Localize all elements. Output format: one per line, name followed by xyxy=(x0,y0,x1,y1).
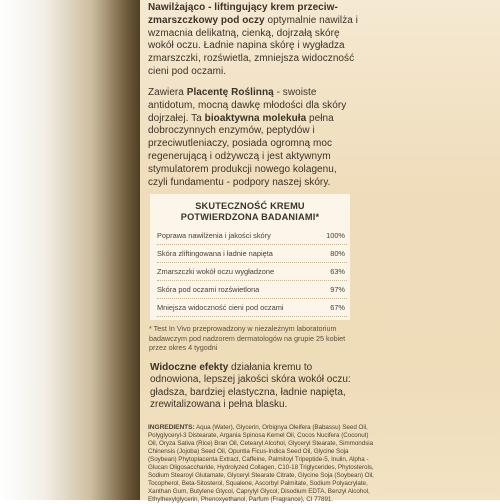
product-description xyxy=(148,2,363,79)
efficacy-title-line-1: SKUTECZNOŚĆ KREMU xyxy=(195,201,305,211)
placenta-highlight: Placentę Roślinną xyxy=(186,87,274,98)
product-carton-panel xyxy=(140,0,500,504)
efficacy-row-value: 67% xyxy=(330,303,345,312)
efficacy-row xyxy=(157,230,347,245)
ingredients-label: INGREDIENTS: xyxy=(148,424,195,431)
molecule-highlight: bioaktywna molekuła xyxy=(204,112,307,124)
efficacy-row xyxy=(157,248,347,263)
placenta-text-2: - swoiste antidotum, mocną dawkę młodości dla skóry dojrzałej. Ta xyxy=(148,87,347,124)
efficacy-row-label: Skóra zliftingowana i ładnie napięta xyxy=(157,249,273,258)
efficacy-row xyxy=(157,284,347,299)
product-headline: Nawilżająco - liftingujący krem przeciw-zmarszczkowy pod oczy xyxy=(148,2,338,26)
efficacy-box xyxy=(150,194,350,320)
effects-highlight: Widoczne efekty xyxy=(150,362,229,373)
efficacy-row-label: Poprawa nawilżenia i jakości skóry xyxy=(157,231,271,240)
ingredients-text: Aqua (Water), Glycerin, Orbignya Oleifera (Babassu) Seed Oil, Polyglyceryl-3 Distearate, Argania Spinosa Kernel Oil, Cocos Nucifera (Coconut) Oil, Oryza Sativa (Rice) Bran Oil, Cetearyl Alcohol, Glyceryl Stearate, Simmondsia Chinensis (Jojoba) Seed Oil, Opuntia Ficus-Indica Seed Oil, Glycine Soja (Soybean) Phytoplacenta Extract, Caffeine, Palmitoyl Tripeptide-5, Inulin, Alpha - Glucan Oligosaccharide, Hydrolyzed Collagen, C10-18 Triglycerides, Phytosterols, Sodium Stearoyl Glutamate, Glyceryl Stearate Citrate, Glycine Soja (Soybean) Oil, Tocopherol, Beta-Sitosterol, Squalene, Ascorbyl Palmitate, Sodium Polyacrylate, Xanthan Gum, Butylene Glycol, Caprylyl Glycol, Disodium EDTA, Benzyl Alcohol, Ethylhexylglycerin, Phenoxyethanol, Parfum (Fragrance), CI 77891. xyxy=(148,424,374,504)
placenta-text-3: pełna dobroczynnych enzymów, peptydów i przeciwutleniaczy, posiada ogromną moc regenerującą i odżywczą i jest aktywnym stymulatorem produkcji nowego kolagenu, czyli fundamentu - podpory naszej skóry. xyxy=(148,112,337,188)
efficacy-row-label: Skóra pod oczami rozświetlona xyxy=(157,285,260,294)
efficacy-row-label: Mniejsza widoczność cieni pod oczami xyxy=(157,303,284,312)
efficacy-row xyxy=(157,302,347,317)
efficacy-row xyxy=(157,266,347,281)
efficacy-title xyxy=(160,201,340,223)
effects-description xyxy=(150,362,355,412)
carton-edge-shadow xyxy=(0,0,148,500)
effects-text: działania kremu to odnowiona, lepszej jakości skóra wokół oczu: gładsza, bardziej elastyczna, ładnie napięta, zrewitalizowana i pełna blasku. xyxy=(150,362,351,411)
ingredients-list xyxy=(148,424,376,504)
efficacy-row-value: 97% xyxy=(330,285,345,294)
study-footnote: * Test In Vivo przeprowadzony w niezależnym laboratorium badawczym pod nadzorem dermatologów na grupie 25 kobiet przez okres 4 tygodni xyxy=(149,324,346,353)
efficacy-row-value: 80% xyxy=(330,249,345,258)
placenta-description xyxy=(148,87,358,189)
efficacy-row-value: 63% xyxy=(330,267,345,276)
efficacy-row-label: Zmarszczki wokół oczu wygładzone xyxy=(157,267,275,276)
product-description-text: optymalnie nawilża i wzmacnia delikatną, cienką, dojrzałą skórę wokół oczu. Ładnie napina skórę i wygładza zmarszczki, rozświetla, zmniejsza widoczność cieni pod oczami. xyxy=(148,14,358,77)
efficacy-title-line-2: POTWIERDZONA BADANIAMI* xyxy=(180,212,320,222)
efficacy-row-value: 100% xyxy=(326,231,345,240)
placenta-text-1: Zawiera xyxy=(148,87,187,98)
